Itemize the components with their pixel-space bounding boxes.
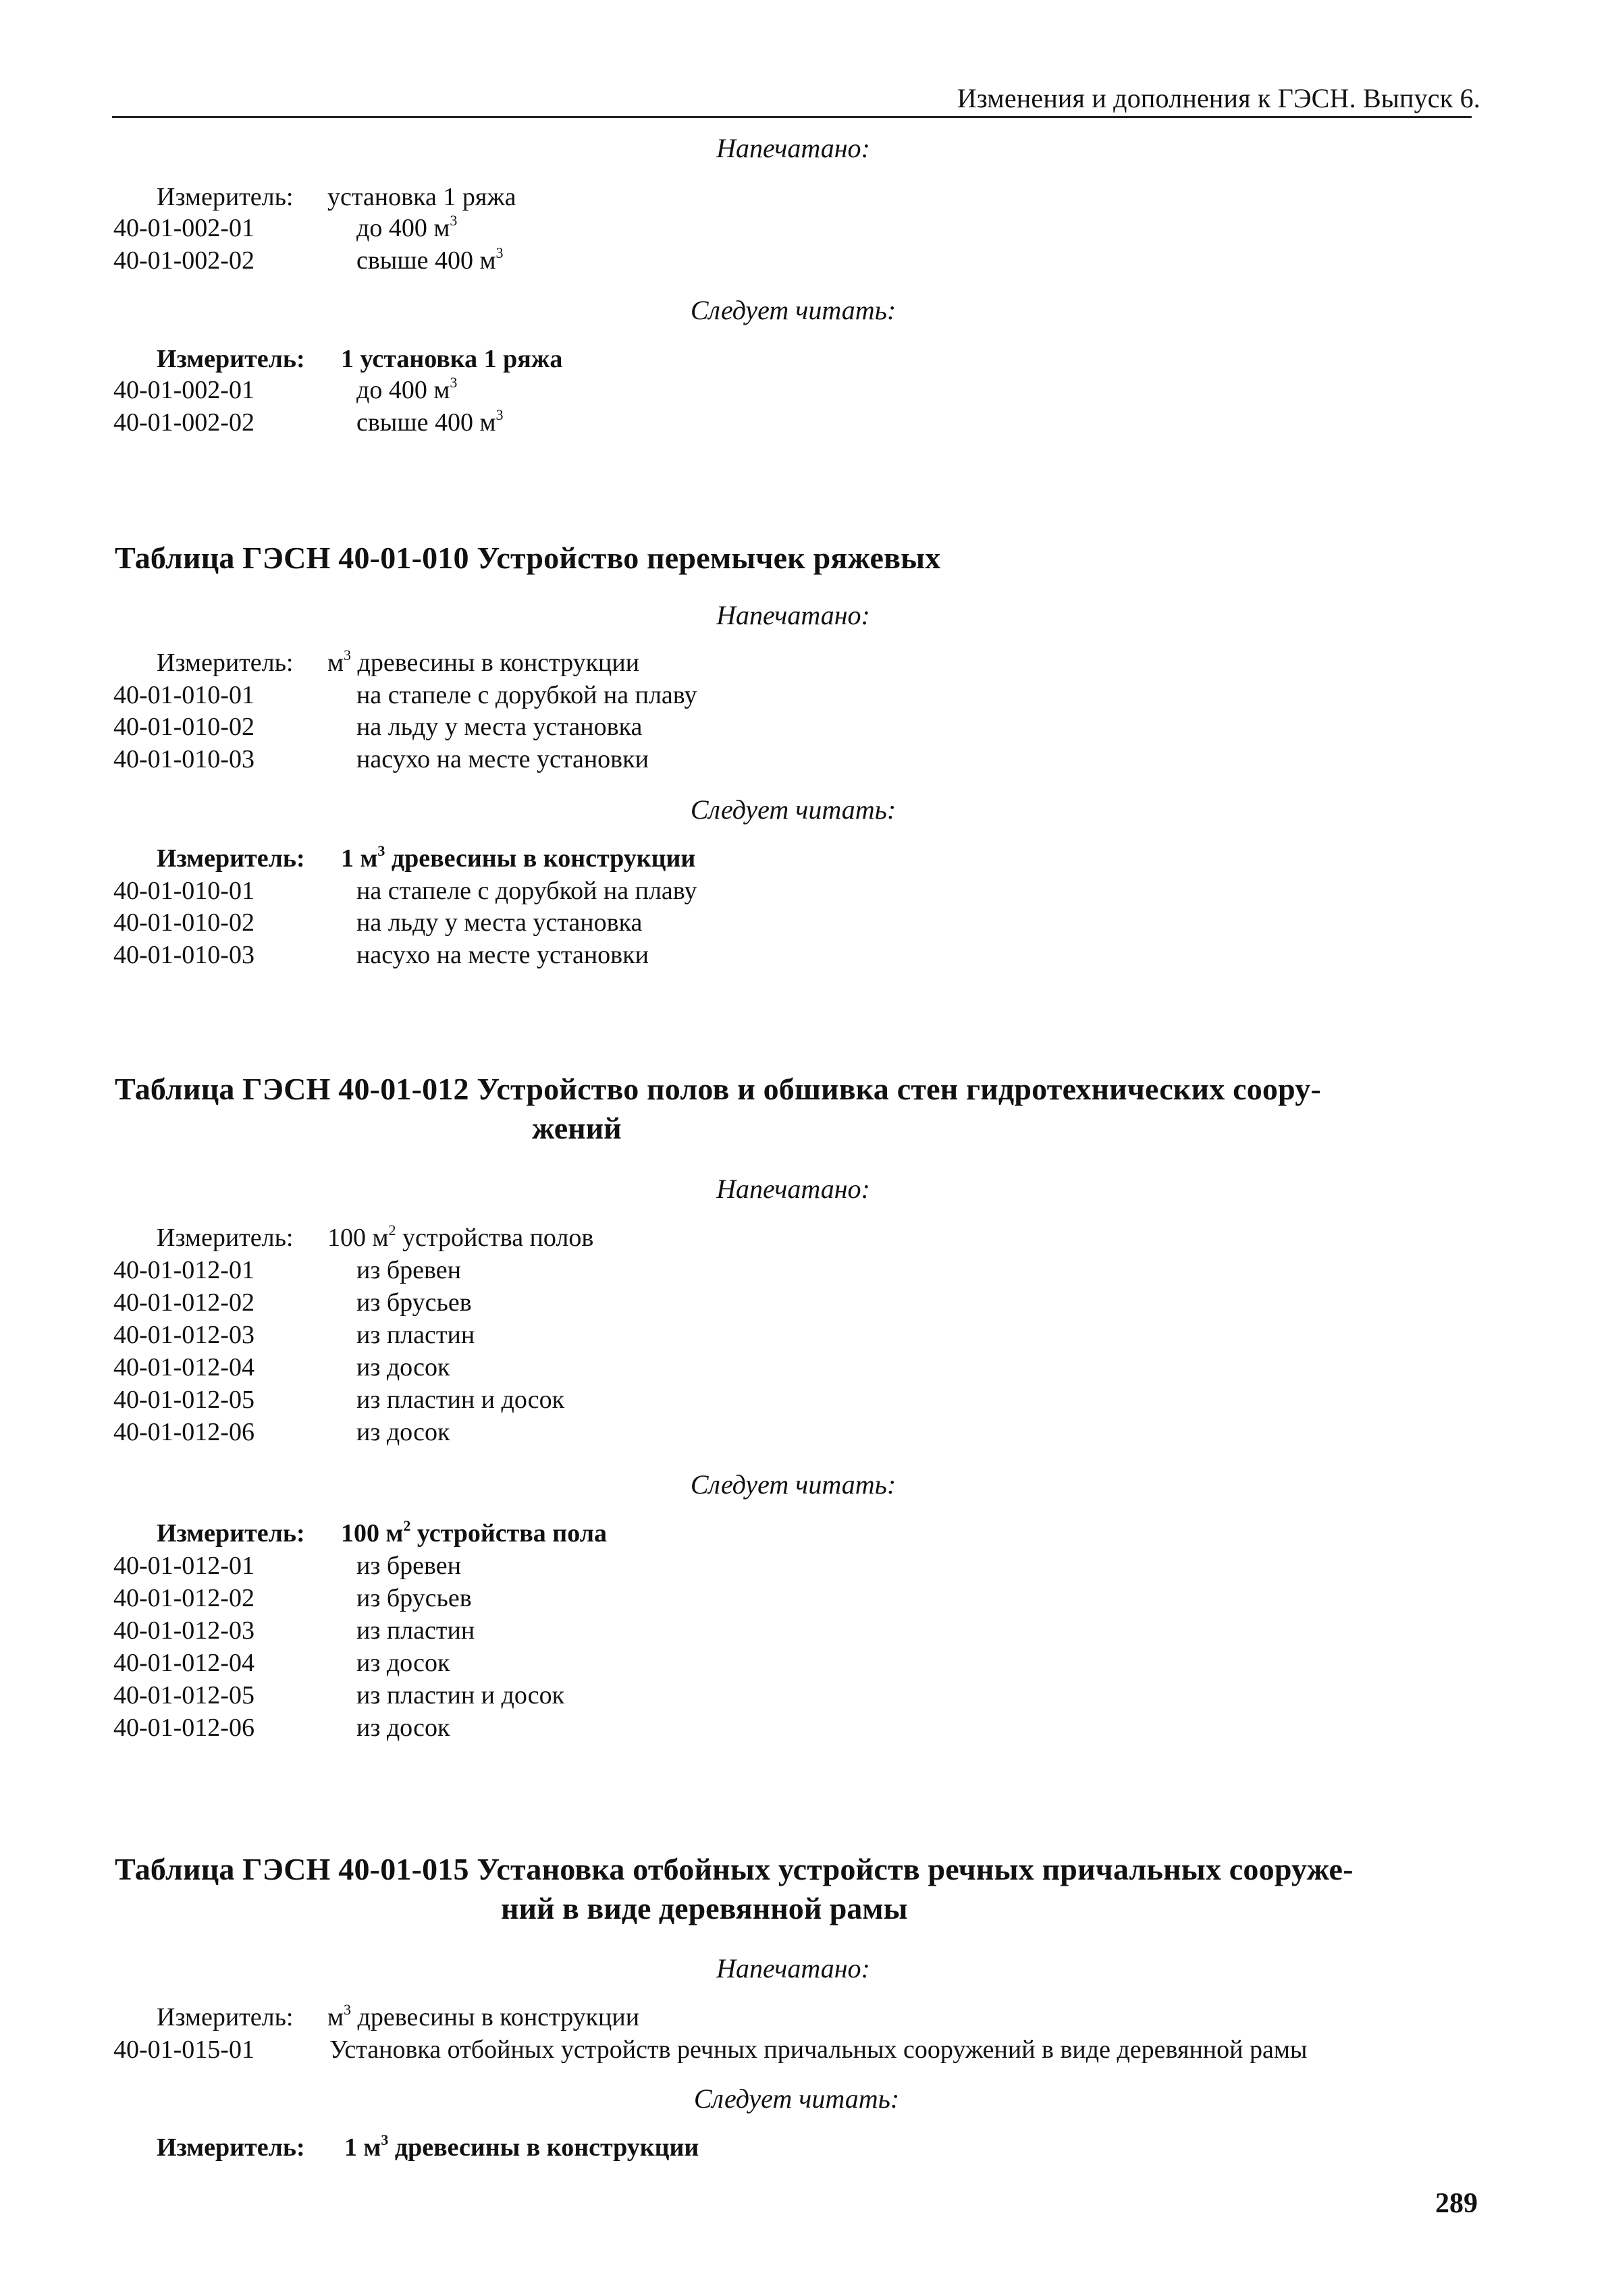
resource-desc: до 400 $м^3$ [356, 374, 458, 404]
measure-label: Измеритель: [157, 1519, 305, 1548]
resource-desc: из досок [356, 1353, 450, 1382]
resource-code: 40-01-012-04 [113, 1353, 255, 1382]
resource-desc: из досок [356, 1418, 450, 1446]
measure-value: 100 $м^2$ устройства полов [327, 1222, 594, 1252]
resource-code: 40-01-015-01 [113, 2035, 255, 2064]
running-header: Изменения и дополнения к ГЭСН. Выпуск 6. [957, 83, 1480, 113]
read-as-label: Следует читать: [690, 1469, 896, 1500]
resource-desc: Установка отбойных устройств речных причальных сооружений в виде деревянной рамы [329, 2035, 1308, 2064]
measure-label: Измеритель: [157, 2003, 294, 2031]
measure-label: Измеритель: [157, 649, 294, 677]
resource-code: 40-01-012-01 [113, 1552, 255, 1580]
measure-label: Измеритель: [157, 1224, 294, 1252]
resource-desc: на льду у места установка [356, 713, 643, 741]
resource-code: 40-01-012-06 [113, 1418, 255, 1446]
resource-desc: из досок [356, 1649, 450, 1677]
resource-desc: насухо на месте установки [356, 745, 649, 773]
measure-value: 100 $м^2$ устройства пола [341, 1517, 608, 1548]
measure-label: Измеритель: [157, 183, 294, 211]
measure-value: 1 $м^3$ древесины в конструкции [344, 2131, 699, 2162]
resource-desc: из бревен [356, 1552, 461, 1580]
printed-label: Напечатано: [716, 133, 870, 163]
resource-desc: свыше 400 $м^3$ [356, 406, 504, 437]
header-divider [112, 116, 1472, 118]
resource-code: 40-01-002-02 [113, 246, 255, 275]
resource-code: 40-01-012-03 [113, 1616, 255, 1645]
measure-value: установка 1 ряжа [327, 183, 516, 211]
resource-code: 40-01-012-05 [113, 1386, 255, 1414]
resource-code: 40-01-012-06 [113, 1714, 255, 1742]
resource-code: 40-01-002-02 [113, 408, 255, 437]
resource-code: 40-01-012-03 [113, 1321, 255, 1349]
resource-code: 40-01-010-01 [113, 877, 255, 905]
resource-code: 40-01-002-01 [113, 214, 255, 242]
resource-code: 40-01-010-02 [113, 713, 255, 741]
resource-code: 40-01-010-02 [113, 908, 255, 937]
resource-code: 40-01-012-02 [113, 1584, 255, 1612]
resource-code: 40-01-012-02 [113, 1288, 255, 1317]
resource-code: 40-01-010-03 [113, 941, 255, 969]
table-title: Таблица ГЭСН 40-01-012 Устройство полов и обшивка стен гидротехнических соору- [115, 1072, 1322, 1106]
table-title-continuation: жений [532, 1111, 622, 1145]
resource-desc: насухо на месте установки [356, 941, 649, 969]
measure-value: 1 установка 1 ряжа [341, 345, 563, 373]
measure-label: Измеритель: [157, 2133, 305, 2162]
resource-desc: из досок [356, 1714, 450, 1742]
resource-desc: из пластин [356, 1321, 475, 1349]
resource-desc: из пластин [356, 1616, 475, 1645]
resource-desc: из брусьев [356, 1288, 472, 1317]
printed-label: Напечатано: [716, 1174, 870, 1204]
resource-code: 40-01-010-01 [113, 681, 255, 709]
resource-code: 40-01-002-01 [113, 376, 255, 404]
resource-desc: из пластин и досок [356, 1681, 565, 1710]
printed-label: Напечатано: [716, 600, 870, 630]
table-title: Таблица ГЭСН 40-01-010 Устройство перемычек ряжевых [115, 541, 941, 575]
resource-desc: из пластин и досок [356, 1386, 565, 1414]
measure-label: Измеритель: [157, 345, 305, 373]
read-as-label: Следует читать: [690, 295, 896, 325]
measure-value: $м^3$ древесины в конструкции [327, 2001, 640, 2031]
measure-value: 1 $м^3$ древесины в конструкции [341, 842, 696, 873]
resource-code: 40-01-012-04 [113, 1649, 255, 1677]
measure-label: Измеритель: [157, 844, 305, 873]
read-as-label: Следует читать: [693, 2083, 900, 2114]
resource-desc: до 400 $м^3$ [356, 212, 458, 242]
resource-desc: на льду у места установка [356, 908, 643, 937]
read-as-label: Следует читать: [690, 794, 896, 825]
resource-desc: на стапеле с дорубкой на плаву [356, 877, 697, 905]
resource-desc: свыше 400 $м^3$ [356, 244, 504, 275]
printed-label: Напечатано: [716, 1953, 870, 1984]
table-title-continuation: ний в виде деревянной рамы [501, 1891, 908, 1925]
resource-desc: из бревен [356, 1256, 461, 1284]
resource-desc: из брусьев [356, 1584, 472, 1612]
resource-desc: на стапеле с дорубкой на плаву [356, 681, 697, 709]
measure-value: $м^3$ древесины в конструкции [327, 647, 640, 677]
table-title: Таблица ГЭСН 40-01-015 Установка отбойных устройств речных причальных сооруже- [115, 1852, 1354, 1886]
page-number: 289 [1435, 2188, 1478, 2219]
resource-code: 40-01-012-01 [113, 1256, 255, 1284]
resource-code: 40-01-010-03 [113, 745, 255, 773]
resource-code: 40-01-012-05 [113, 1681, 255, 1710]
